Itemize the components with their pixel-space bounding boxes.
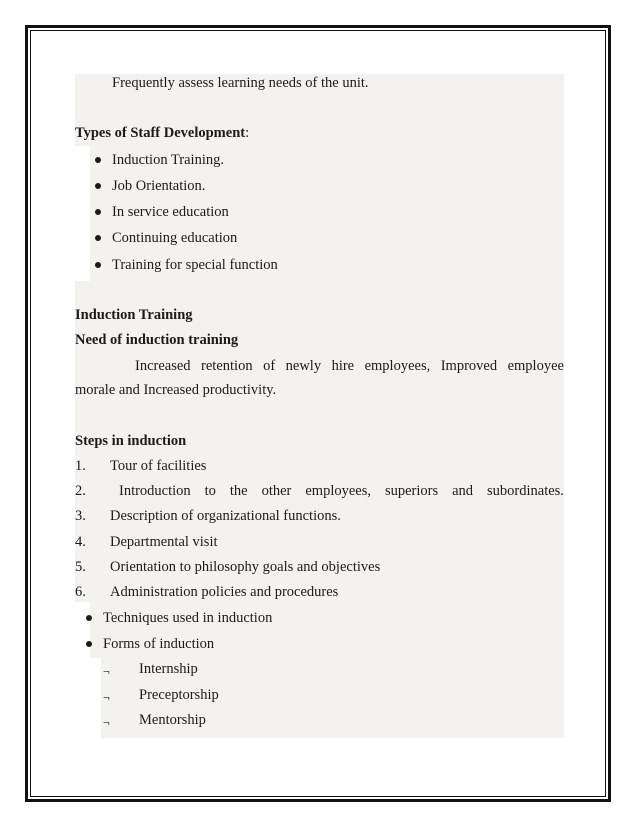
form-item: Mentorship: [139, 712, 206, 728]
word: newly: [285, 358, 322, 374]
sub-bullet: Techniques used in induction: [103, 610, 273, 626]
bullet-icon: [86, 615, 92, 621]
word: superiors: [384, 483, 439, 499]
bullet-icon: [95, 262, 101, 268]
word: other: [261, 483, 292, 499]
step-number: 1.: [75, 458, 86, 474]
not-sign-icon: ¬: [103, 664, 110, 678]
step-text: Departmental visit: [110, 534, 218, 550]
word: Improved: [440, 358, 498, 374]
types-item: Training for special function: [112, 257, 278, 273]
induction-heading: Induction Training: [75, 307, 193, 323]
steps-heading: Steps in induction: [75, 433, 187, 449]
step-text-justified: [119, 482, 564, 500]
word: employee: [507, 358, 564, 374]
word: employees,: [305, 483, 371, 499]
bullet-icon: [86, 641, 92, 647]
step-number: 4.: [75, 534, 86, 550]
intro-line: Frequently assess learning needs of the unit.: [112, 75, 369, 91]
word: retention: [201, 358, 253, 374]
step-text: Administration policies and procedures: [110, 584, 339, 600]
need-heading: Need of induction training: [75, 332, 239, 348]
bullet-icon: [95, 157, 101, 163]
word: to: [204, 483, 216, 499]
word: employees,: [364, 358, 431, 374]
types-item: Job Orientation.: [112, 178, 206, 194]
types-heading: [75, 124, 249, 142]
step-text: Tour of facilities: [110, 458, 207, 474]
bullet-icon: [95, 209, 101, 215]
types-item: In service education: [112, 204, 229, 220]
step-number: 3.: [75, 508, 86, 524]
word: hire: [331, 358, 355, 374]
sub-bullet: Forms of induction: [103, 636, 215, 652]
types-item: Continuing education: [112, 230, 238, 246]
form-item: Internship: [139, 661, 198, 677]
step-number: 6.: [75, 584, 86, 600]
word: the: [229, 483, 248, 499]
word: Introduction: [119, 483, 191, 499]
word: Increased: [135, 358, 191, 374]
bullet-icon: [95, 235, 101, 241]
word: of: [263, 358, 276, 374]
types-heading-text: Types of Staff Development: [75, 125, 246, 141]
types-item: Induction Training.: [112, 152, 224, 168]
step-text: Description of organizational functions.: [110, 508, 341, 524]
need-paragraph-line1: [135, 357, 564, 375]
bullet-icon: [95, 183, 101, 189]
form-item: Preceptorship: [139, 687, 219, 703]
step-number: 2.: [75, 483, 86, 499]
step-text: Orientation to philosophy goals and objectives: [110, 559, 381, 575]
word: subordinates.: [487, 483, 564, 499]
types-heading-colon: :: [245, 125, 250, 141]
not-sign-icon: ¬: [103, 690, 110, 704]
not-sign-icon: ¬: [103, 715, 110, 729]
need-paragraph-line2: morale and Increased productivity.: [75, 382, 277, 398]
step-number: 5.: [75, 559, 86, 575]
word: and: [452, 483, 474, 499]
